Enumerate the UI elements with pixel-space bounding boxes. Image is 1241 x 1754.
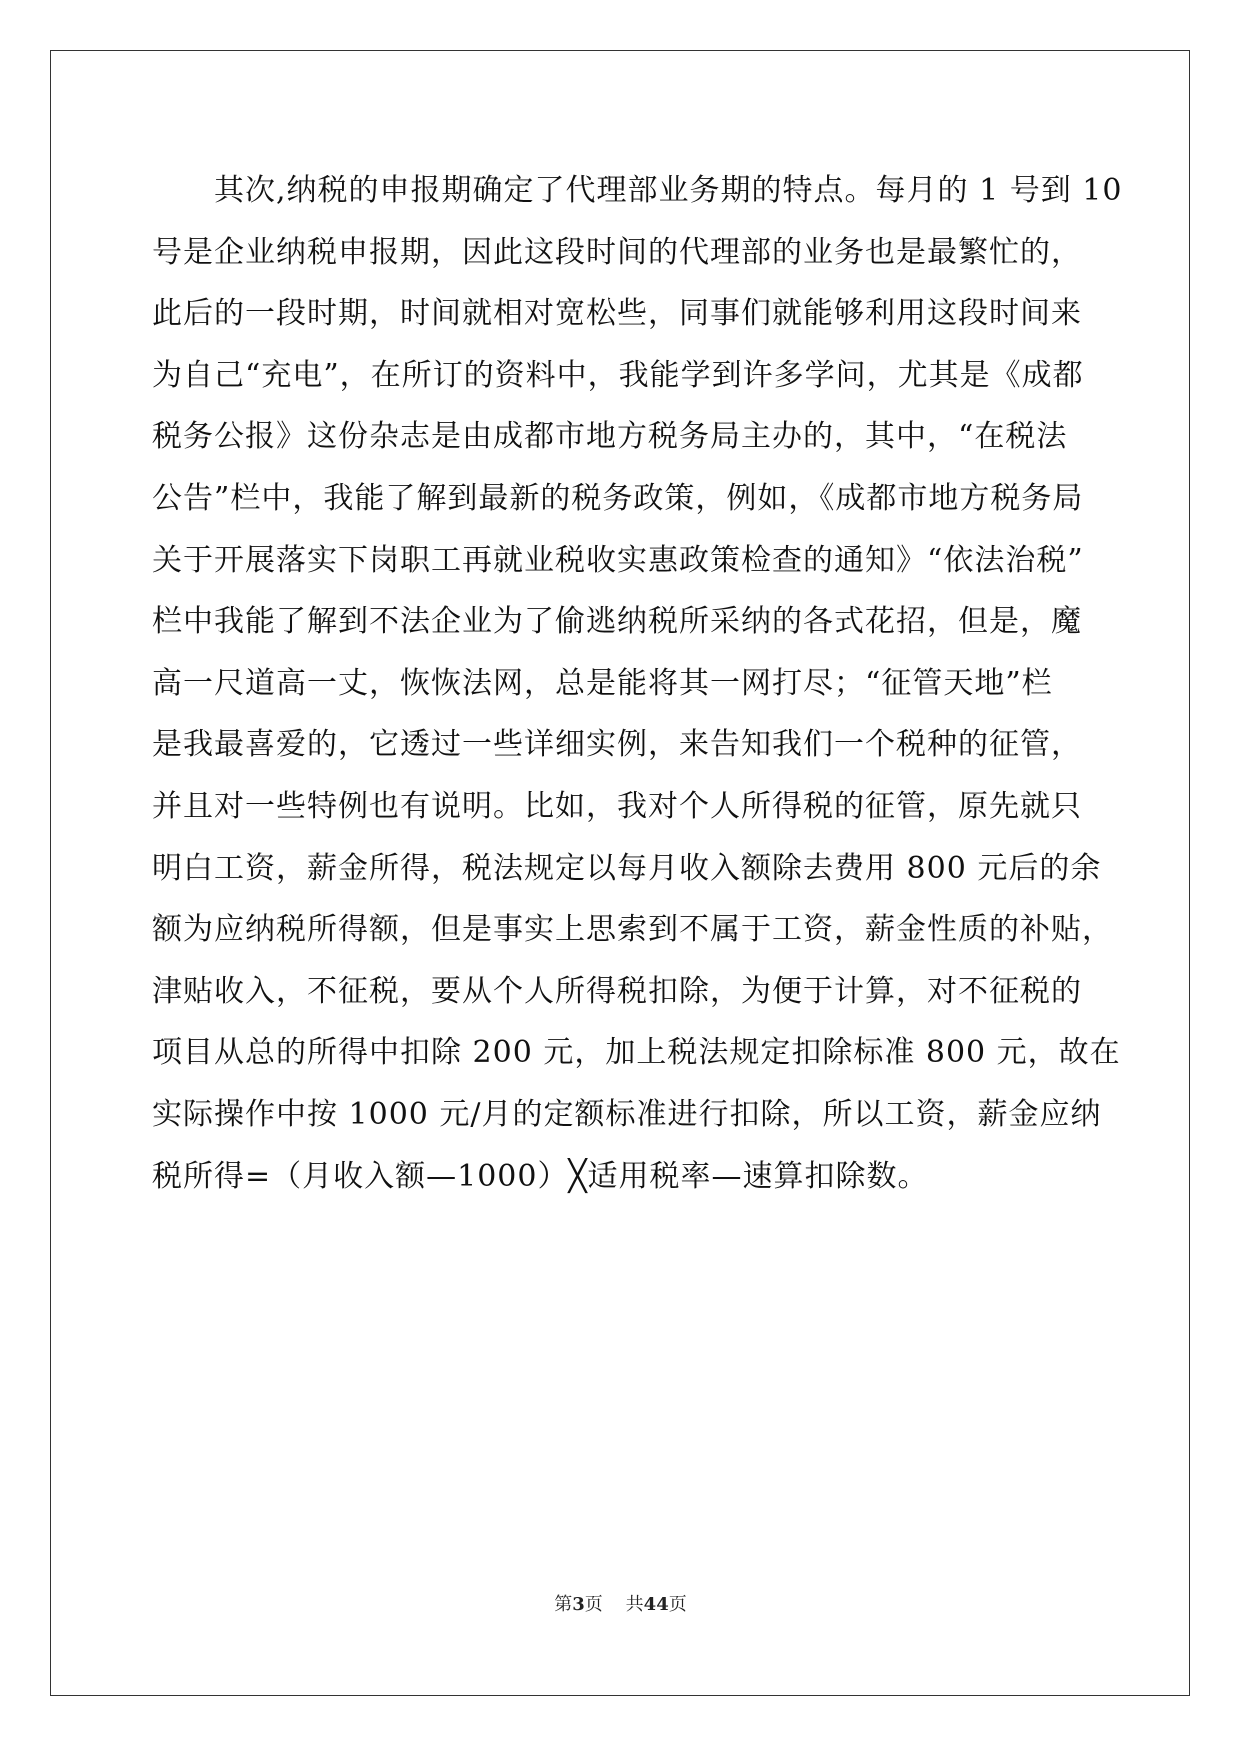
page-footer: [0, 1590, 1241, 1616]
text-line: 是我最喜爱的，它透过一些详细实例，来告知我们一个税种的征管，: [152, 727, 1082, 763]
footer-page-suffix: 页: [584, 1594, 603, 1615]
text-line: 额为应纳税所得额，但是事实上思索到不属于工资，薪金性质的补贴，: [152, 912, 1113, 948]
text-line: 公告”栏中，我能了解到最新的税务政策，例如，《成都市地方税务局: [152, 480, 1084, 516]
page-number: 3: [572, 1594, 585, 1615]
text-line: 实际操作中按 1000 元/月的定额标准进行扣除，所以工资，薪金应纳: [152, 1096, 1102, 1132]
text-line: 此后的一段时期，时间就相对宽松些，同事们就能够利用这段时间来: [152, 296, 1082, 332]
text-line: 号是企业纳税申报期，因此这段时间的代理部的业务也是最繁忙的，: [152, 234, 1082, 270]
text-line: 并且对一些特例也有说明。比如，我对个人所得税的征管，原先就只: [152, 788, 1082, 824]
text-line: 津贴收入，不征税，要从个人所得税扣除，为便于计算，对不征税的: [152, 973, 1082, 1009]
text-line: 税务公报》这份杂志是由成都市地方税务局主办的，其中，“在税法: [152, 419, 1068, 455]
footer-prefix: 第: [554, 1594, 573, 1615]
footer-total-prefix: 共: [625, 1594, 644, 1615]
document-body: [152, 160, 1123, 1207]
text-line: 关于开展落实下岗职工再就业税收实惠政策检查的通知》“依法治税”: [152, 542, 1084, 578]
text-line: 高一尺道高一丈，恢恢法网，总是能将其一网打尽；“征管天地”栏: [152, 665, 1053, 701]
text-line: 其次,纳税的申报期确定了代理部业务期的特点。每月的 1 号到 10: [214, 173, 1123, 208]
text-line: 栏中我能了解到不法企业为了偷逃纳税所采纳的各式花招，但是，魔: [152, 604, 1082, 640]
total-pages: 44: [643, 1594, 669, 1615]
text-line: 项目从总的所得中扣除 200 元，加上税法规定扣除标准 800 元，故在: [152, 1035, 1121, 1071]
footer-total-suffix: 页: [668, 1594, 687, 1615]
text-line: 为自己“充电”，在所订的资料中，我能学到许多学问，尤其是《成都: [152, 357, 1084, 393]
text-line: 税所得=（月收入额—1000）╳适用税率—速算扣除数。: [152, 1158, 929, 1194]
text-line: 明白工资，薪金所得，税法规定以每月收入额除去费用 800 元后的余: [152, 850, 1102, 886]
